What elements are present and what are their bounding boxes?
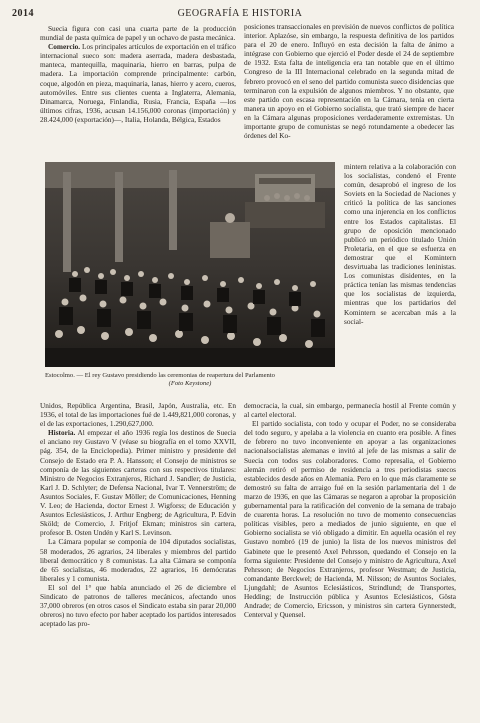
page-header: [12, 8, 468, 22]
photo-credit: (Foto Keystone): [168, 380, 212, 387]
section-label: Comercio.: [48, 42, 81, 52]
paragraph: posiciones transaccionales en previsión de nuevos conflictos de política interior. Aplazóse, sin embargo, la respuesta definitiva de los partidos para el 20 de enero. Influyó en esta decisión la falta de ánimo a intégrase con Gobierno que ejerció el Poder desde el 24 de septiembre de 1932. Esta falta de inteligencia era tan notable que en el último Congreso de la III Internacional celebrado en la segunda mitad de febrero provocó en el seno del partido comunista sueco disidencias que terminaron con la expulsión de algunos miembros. Y no obstante, que este partido con escasa representación en la Cámara, tenía en cierta manera un apoyo en el Gobierno socialista, que trató siempre de hacer en la Cámara algunas proposiciones verdaderamente extremistas. Un importante grupo de comunistas se negó rotundamente a obedecer las órdenes del Ko-: [244, 22, 454, 141]
text-column-top-left: [40, 24, 236, 156]
caption-text: Estocolmo. — El rey Gustavo presidiendo las ceremonias de reapertura del Parlamento: [45, 372, 275, 379]
text-column-beside-photo: [344, 162, 456, 396]
text-column-bottom-right: [244, 401, 456, 651]
page-number: 2014: [12, 8, 34, 19]
paragraph: [40, 42, 236, 124]
paragraph: Suecia figura con casi una cuarta parte de la producción mundial de pasta química de papel y un ochavo de pasta mecánica.: [40, 24, 236, 43]
paragraph: mintern relativa a la colaboración con los socialistas, condenó el Frente común, desaprobó el ingreso de los Soviets en la Sociedad de Naciones y criticó la política de las sanciones como una injerencia en los conflictos entre los Estados capitalistas. El grupo de oposición mencionado publicó un periódico titulado Unión Proletaria, en el que se esfuerza en demostrar que el Komintern desvirtuaba las tradiciones leninistas. Los comunistas disidentes, en la práctica tenían las mismas tendencias que los socialistas de izquierda, mientras que los partidarios del Komintern se acercaban más a la social-: [344, 162, 456, 326]
paragraph: Unidos, República Argentina, Brasil, Japón, Australia, etc. En 1936, el total de las importaciones fué de 1.449,821,000 coronas, y el de las exportaciones, 1.290,627,000.: [40, 401, 236, 429]
paragraph: democracia, la cual, sin embargo, permanecía hostil al Frente común y al cartel electoral.: [244, 401, 456, 420]
section-label: Historia.: [48, 428, 76, 438]
paragraph: La Cámara popular se componía de 104 diputados socialistas, 58 moderados, 26 agrarios, 24 liberales y miembros del partido liberal democrático y 8 comunistas. La alta Cámara se componía de 65 socialistas, 46 moderados, 22 agrarios, 16 demócratas liberales y 1 comunista.: [40, 537, 236, 583]
paragraph: El sol del 1° que había anunciado el 26 de diciembre el Sindicato de patronos de talleres mecánicos, afectando unos 37,000 obreros (en otros casos el Sindicato estaba sin parar 20,000 obreros) no tuvo efecto por haber aceptado los partidos interesados aceptado las pro-: [40, 582, 236, 629]
text-column-top-right: [244, 22, 454, 162]
paragraph: [40, 428, 236, 537]
paragraph-text: Los principales artículos de exportación en el tráfico internacional sueco son: madera aserrada, madera desbastada, manteca, mantequilla, maquinaria, hierro en barras, pulpa de madera. La importación comprende principalmente: carbón, coque, algodón en pieza, maquinaria, lanas, hierro y acero, cueros, automóviles. Entre sus clientes cuenta a Inglaterra, Alemania, Dinamarca, Noruega, Finlandia, Rusia, Francia, España —los últimos cifras, 1936, acusan 14.156,000 coronas (importación) y 28.424,000 (exportación)—, Italia, Holanda, Bélgica, Estados: [40, 42, 236, 124]
page-title: GEOGRAFÍA E HISTORIA: [177, 8, 303, 19]
paragraph-text: Al empezar el año 1936 regía los destinos de Suecia el anciano rey Gustavo V (véase su biografía en el tomo XXVII, pág. 354, de la Enciclopedia). Primer ministro y presidente del Consejo de Estado era P. A. Hansson; el Consejo de ministros se componía de las siguientes carteras con sus respectivos titulares: Ministro de Negocios Extranjeros, Richard J. Sandler; de Justicia, Karl J. D. Schlyter; de Defensa Nacional, Ivar T. Vennerström; de Asuntos Sociales, F. Gustav Möller; de Comunicaciones, Henning V. Leo; de Hacienda, doctor Ernest J. Wigforss; de Educación y Asuntos Eclesiásticos, J. Arthur Engberg; de Agricultura, P. Edvin Sköld; de Comercio, J. Fritjof Ekman; ministros sin cartera, profesor B. Osten Undén y Karl S. Levinson.: [40, 428, 236, 538]
photo-caption: [45, 372, 335, 392]
paragraph: El partido socialista, con todo y ocupar el Poder, no se consideraba del todo seguro, y apelaba a la violencia en cuanto era posible. A fines de febrero no tuvo inconveniente en apoyar a las organizaciones nacionalsocialistas alemanas e invitó al jefe de las mismas a salir de Suecia con todos sus colaboradores. Como represalia, el Gobierno alemán retiró el permiso de residencia a tres periodistas suecos establecidos desde años en Alemania. Pero en lo que más claramente se demostró su falta de arraigo fué en la sesión parlamentaria del 1 de marzo de 1936, en que las Cámaras se negaron a aprobar la proposición gubernamental para la ratificación del convenio de la semana de trabajo de cuarenta horas. La resolución no tuvo de momento consecuencias políticas visibles, pero a mediados de junio siguiente, en que el Gobierno socialista se vió obligado a dimitir. En aquella ocasión el rey Gustavo nombró (19 de junio) la lista de los nuevos ministros del Gabinete que le presentó Axel Pehrsson, quedando el Consejo en la forma siguiente: Presidente del Consejo y ministro de Agricultura, Axel Pehrsson; de Negocios Extranjeros, profesor Westman; de Justicia, comandante Berckwel; de Hacienda, M. Nilsson; de Asuntos Sociales, Ljungdahl; de Asuntos Eclesiásticos, Strindlund; de Transportes, Hedding; de Instrucción pública y Asuntos Eclesiásticos, Gösta Andrade; de Comercio, Ericsson, y ministros sin cartera Gynnerstedt, Centerval y Quensel.: [244, 419, 456, 620]
parliament-photo: [45, 162, 335, 367]
text-column-bottom-left: [40, 401, 236, 701]
